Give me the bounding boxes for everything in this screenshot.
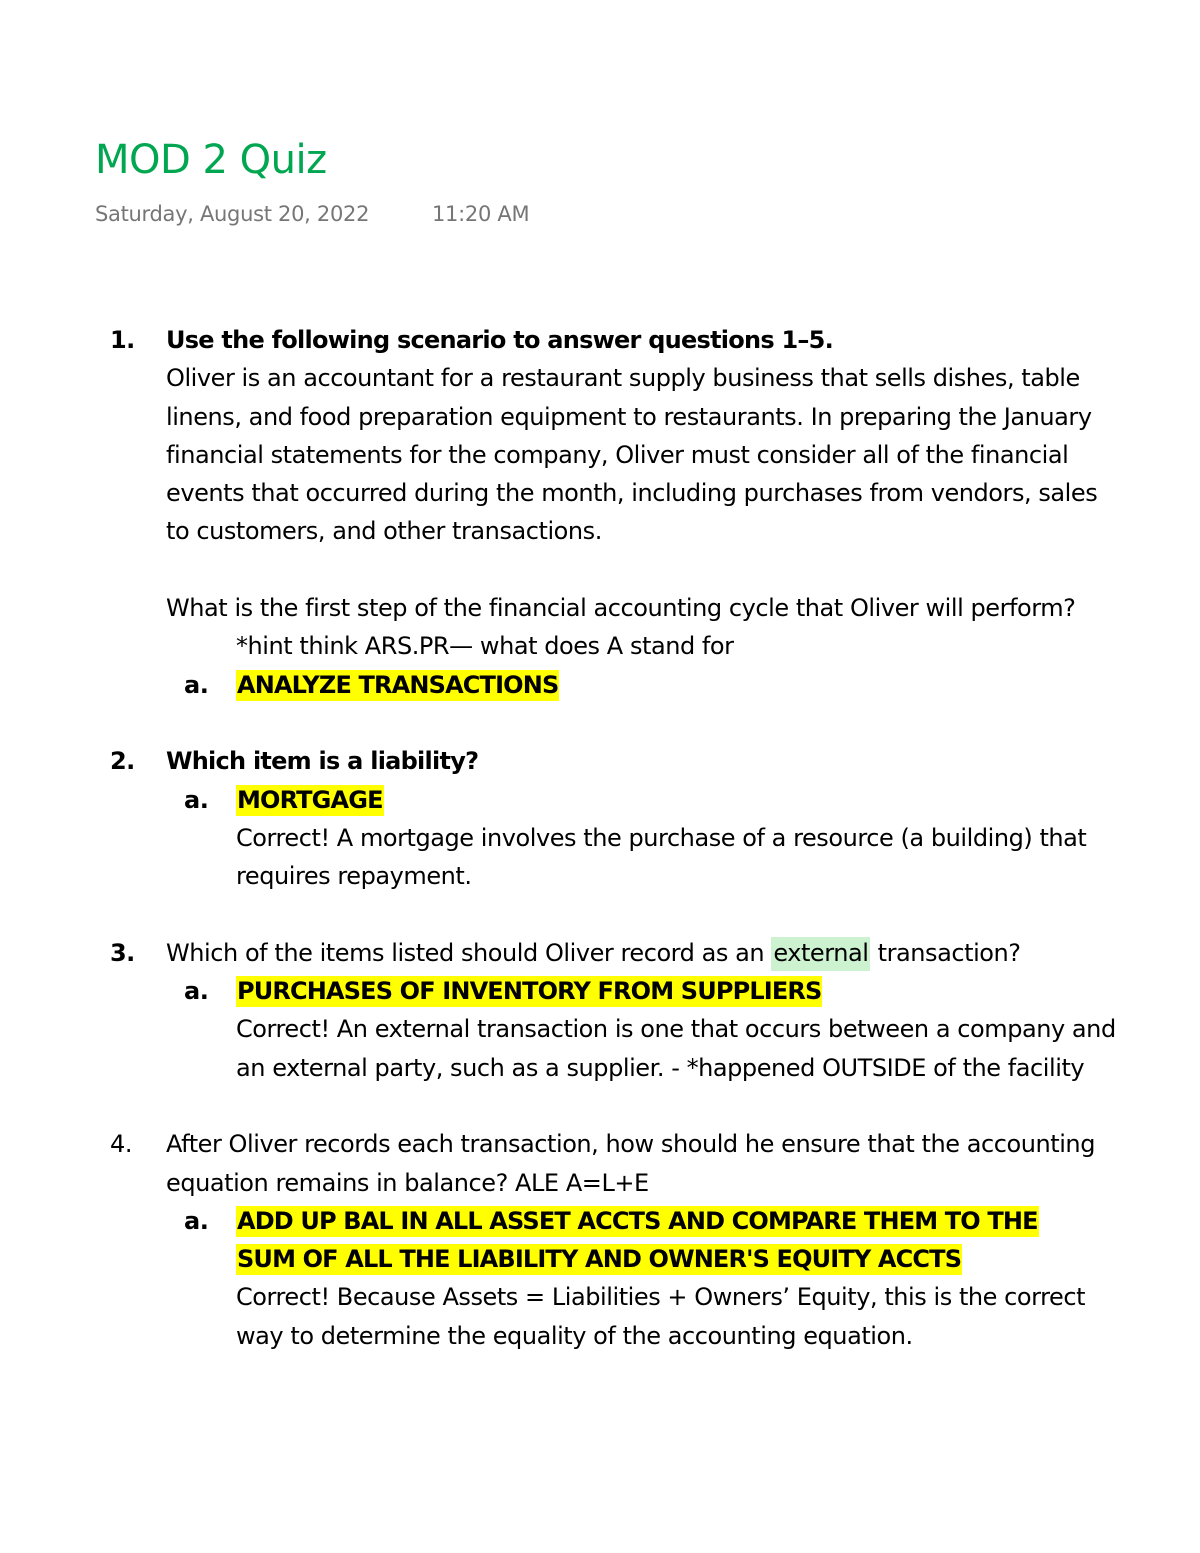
answer-option — [166, 781, 1116, 896]
answer-letter: a. — [184, 1206, 209, 1235]
question-stem: Use the following scenario to answer questions 1–5. — [166, 326, 833, 354]
answer-option — [166, 972, 1116, 1087]
spacer — [0, 704, 1200, 742]
question-list — [0, 321, 1200, 1355]
page-date: Saturday, August 20, 2022 — [95, 202, 370, 226]
answer-feedback: Correct! A mortgage involves the purchase of a resource (a building) that requires repayment. — [236, 823, 1087, 891]
question-stem-start: Which of the items listed should Oliver record as an — [166, 938, 772, 967]
answer-text-line-2: SUM OF ALL THE LIABILITY AND OWNER'S EQUITY ACCTS — [237, 1245, 962, 1274]
question-4 — [0, 1125, 1116, 1355]
question-2 — [0, 742, 1116, 895]
answer-text: PURCHASES OF INVENTORY FROM SUPPLIERS — [237, 977, 822, 1006]
answer-letter: a. — [184, 785, 209, 814]
sub-question: What is the first step of the financial accounting cycle that Oliver will perform? — [166, 594, 1076, 623]
question-3 — [0, 934, 1116, 1087]
answer-feedback: Correct! Because Assets = Liabilities + Owners’ Equity, this is the correct way to determine the equality of the accounting equation. — [236, 1283, 1086, 1350]
question-number: 4. — [110, 1130, 132, 1159]
question-1 — [0, 321, 1116, 704]
page-title: MOD 2 Quiz — [95, 137, 327, 183]
page-time: 11:20 AM — [432, 202, 530, 226]
answer-letter: a. — [184, 977, 209, 1006]
highlighted-term: external — [771, 937, 870, 971]
question-number: 2. — [110, 747, 135, 776]
question-stem: Which item is a liability? — [166, 747, 479, 776]
answer-text: MORTGAGE — [237, 785, 383, 814]
spacer — [0, 1087, 1200, 1125]
answer-text-line-1: ADD UP BAL IN ALL ASSET ACCTS AND COMPARE THEM TO THE — [237, 1206, 1038, 1235]
answer-option — [166, 1202, 1116, 1355]
question-number: 1. — [110, 326, 135, 354]
answer-feedback: Correct! An external transaction is one that occurs between a company and an external party, such as a supplier. - *happened OUTSIDE of the facility — [236, 1015, 1116, 1082]
question-stem-end: transaction? — [870, 938, 1021, 967]
question-number: 3. — [110, 938, 135, 967]
question-stem — [166, 934, 1116, 972]
question-stem: After Oliver records each transaction, how should he ensure that the accounting equation remains in balance? ALE A=L+E — [166, 1130, 1095, 1197]
hint-text: *hint think ARS.PR— what does A stand for — [236, 632, 734, 661]
answer-option — [166, 666, 1116, 704]
scenario-text: Oliver is an accountant for a restaurant supply business that sells dishes, table linens, and food preparation equipment to restaurants. In preparing the January financial statements for the company, Oliver must consider all of the financial events that occurred during the month, including purchases from vendors, sales to customers, and other transactions. — [166, 364, 1098, 546]
spacer — [0, 895, 1200, 933]
answer-letter: a. — [184, 670, 209, 699]
answer-text: ANALYZE TRANSACTIONS — [237, 670, 559, 699]
spacer — [166, 551, 1116, 589]
